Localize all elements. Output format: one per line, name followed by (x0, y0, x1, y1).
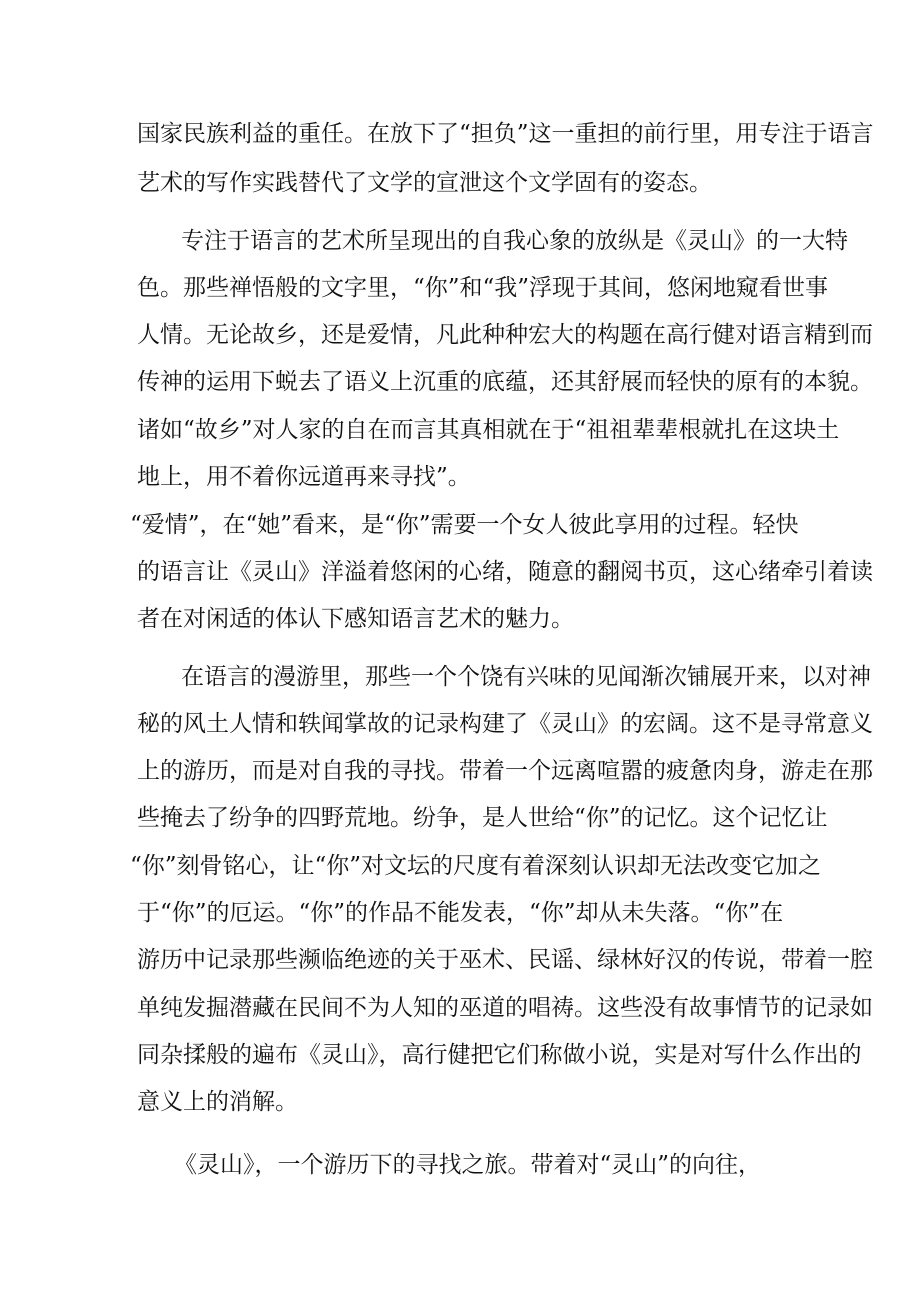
paragraph-2-line-1: 专注于语言的艺术所呈现出的自我心象的放纵是《灵山》的一大特 (181, 228, 848, 254)
paragraph-4-line-3: 上的游历，而是对自我的寻找。带着一个远离喧嚣的疲惫肉身，游走在那 (137, 758, 873, 784)
paragraph-4-line-8: 单纯发掘潜藏在民间不为人知的巫道的唱祷。这些没有故事情节的记录如 (137, 995, 873, 1021)
paragraph-3-line-1: “爱情”，在“她”看来，是“你”需要一个女人彼此享用的过程。轻快 (130, 512, 799, 538)
paragraph-1-line-1: 国家民族利益的重任。在放下了“担负”这一重担的前行里，用专注于语言 (137, 121, 874, 147)
paragraph-4-line-1: 在语言的漫游里，那些一个个饶有兴味的见闻渐次铺展开来，以对神 (181, 664, 871, 690)
paragraph-4-line-9: 同杂揉般的遍布《灵山》，高行健把它们称做小说，实是对写什么作出的 (137, 1042, 862, 1068)
paragraph-4-line-4: 些掩去了纷争的四野荒地。纷争，是人世给“你”的记忆。这个记忆让 (137, 805, 828, 831)
paragraph-4-line-2: 秘的风土人情和轶闻掌故的记录构建了《灵山》的宏阔。这不是寻常意义 (137, 711, 873, 737)
paragraph-4-line-5: “你”刻骨铭心，让“你”对文坛的尺度有着深刻认识却无法改变它加之 (130, 853, 822, 879)
paragraph-5-line-1: 《灵山》，一个游历下的寻找之旅。带着对“灵山”的向往， (174, 1152, 762, 1178)
paragraph-3-line-3: 者在对闲适的体认下感知语言艺术的魅力。 (137, 606, 574, 632)
paragraph-4-line-7: 游历中记录那些濒临绝迹的关于巫术、民谣、绿林好汉的传说，带着一腔 (137, 947, 873, 973)
paragraph-2-line-5: 诸如“故乡”对人家的自在而言其真相就在于“祖祖辈辈根就扎在这块土 (137, 417, 840, 443)
paragraph-4-line-6: 于“你”的厄运。“你”的作品不能发表，“你”却从未失落。“你”在 (137, 900, 784, 926)
paragraph-1-line-2: 艺术的写作实践替代了文学的宣泄这个文学固有的姿态。 (137, 170, 712, 196)
paragraph-2-line-6: 地上，用不着你远道再来寻找”。 (137, 464, 471, 490)
paragraph-2-line-4: 传神的运用下蜕去了语义上沉重的底蕴，还其舒展而轻快的原有的本貌。 (137, 369, 873, 395)
paragraph-3-line-2: 的语言让《灵山》洋溢着悠闲的心绪，随意的翻阅书页，这心绪牵引着读 (137, 559, 873, 585)
paragraph-2-line-3: 人情。无论故乡，还是爱情，凡此种种宏大的构题在高行健对语言精到而 (137, 322, 873, 348)
paragraph-2-line-2: 色。那些禅悟般的文字里，“你”和“我”浮现于其间，悠闲地窥看世事 (137, 275, 829, 301)
paragraph-4-line-10: 意义上的消解。 (137, 1089, 298, 1115)
